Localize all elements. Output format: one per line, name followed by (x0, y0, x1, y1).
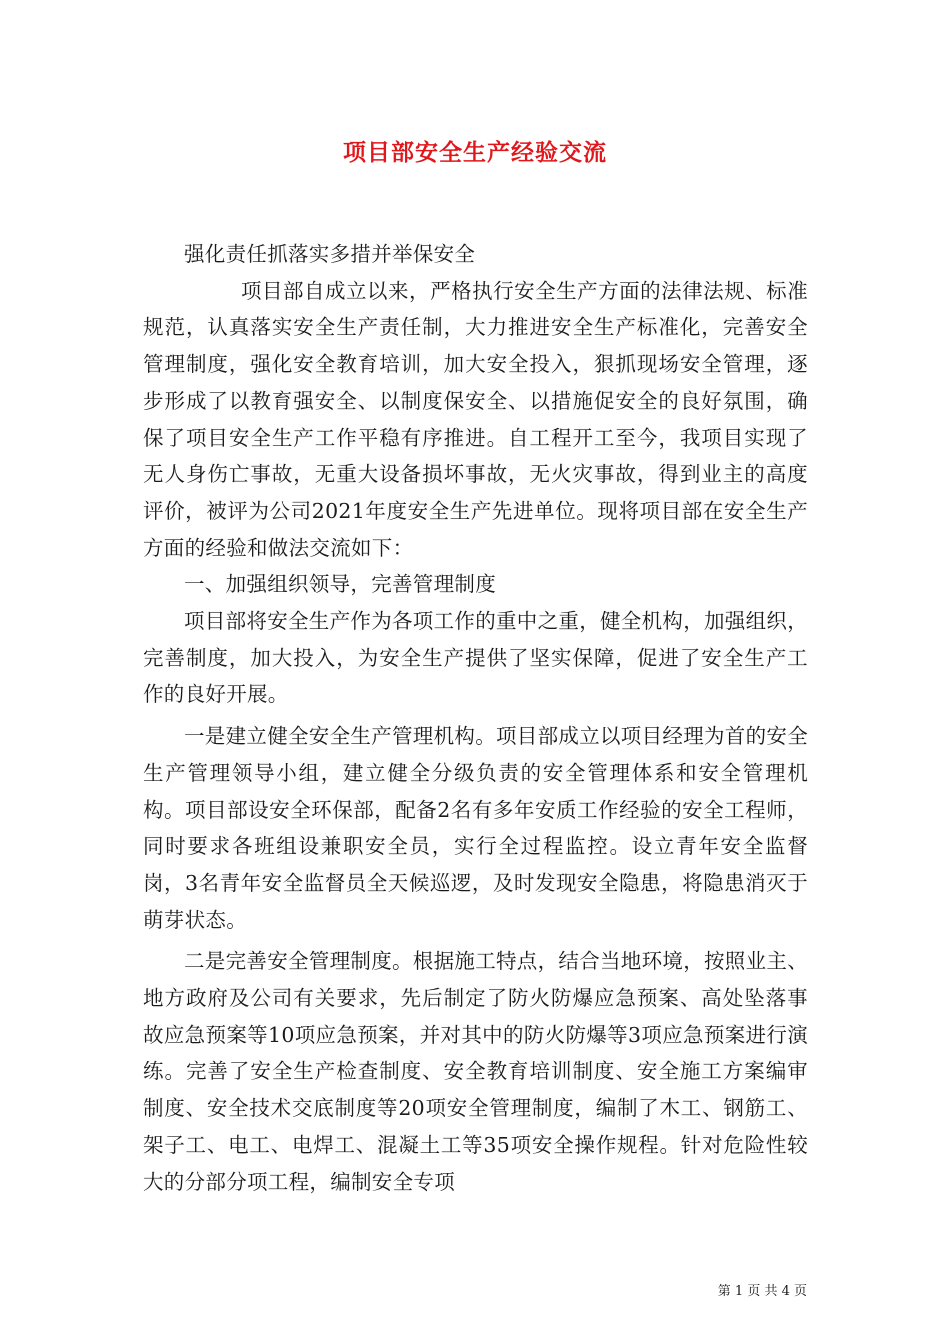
section-heading: 一、加强组织领导，完善管理制度 (184, 572, 496, 597)
point-paragraph-1: 一是建立健全安全生产管理机构。项目部成立以项目经理为首的安全生产管理领导小组，建立健全分级负责的安全管理体系和安全管理机构。项目部设安全环保部，配备2名有多年安质工作经验的安全工程师，同时要求各班组设兼职安全员，实行全过程监控。设立青年安全监督岗，3名青年安全监督员全天候巡逻，及时发现安全隐患，将隐患消灭于萌芽状态。 (143, 724, 808, 932)
page-number: 第 1 页 共 4 页 (717, 1284, 807, 1299)
intro-paragraph: 项目部自成立以来，严格执行安全生产方面的法律法规、标准规范，认真落实安全生产责任制，大力推进安全生产标准化，完善安全管理制度，强化安全教育培训，加大安全投入，狠抓现场安全管理，逐步形成了以教育强安全、以制度保安全、以措施促安全的良好氛围，确保了项目安全生产工作平稳有序推进。自工程开工至今，我项目实现了无人身伤亡事故，无重大设备损坏事故，无火灾事故，得到业主的高度评价，被评为公司2021年度安全生产先进单位。现将项目部在安全生产方面的经验和做法交流如下： (143, 278, 808, 560)
document-subtitle: 强化责任抓落实多措并举保安全 (184, 242, 476, 266)
document-body (143, 236, 808, 1200)
document-title: 项目部安全生产经验交流 (343, 139, 607, 166)
section-paragraph: 项目部将安全生产作为各项工作的重中之重，健全机构，加强组织，完善制度，加大投入，为安全生产提供了坚实保障，促进了安全生产工作的良好开展。 (143, 609, 808, 707)
point-paragraph-2: 二是完善安全管理制度。根据施工特点，结合当地环境，按照业主、地方政府及公司有关要求，先后制定了防火防爆应急预案、高处坠落事故应急预案等10项应急预案，并对其中的防火防爆等3项应急预案进行演练。完善了安全生产检查制度、安全教育培训制度、安全施工方案编审制度、安全技术交底制度等20项安全管理制度，编制了木工、钢筋工、架子工、电工、电焊工、混凝土工等35项安全操作规程。针对危险性较大的分部分项工程，编制安全专项 (143, 949, 808, 1194)
